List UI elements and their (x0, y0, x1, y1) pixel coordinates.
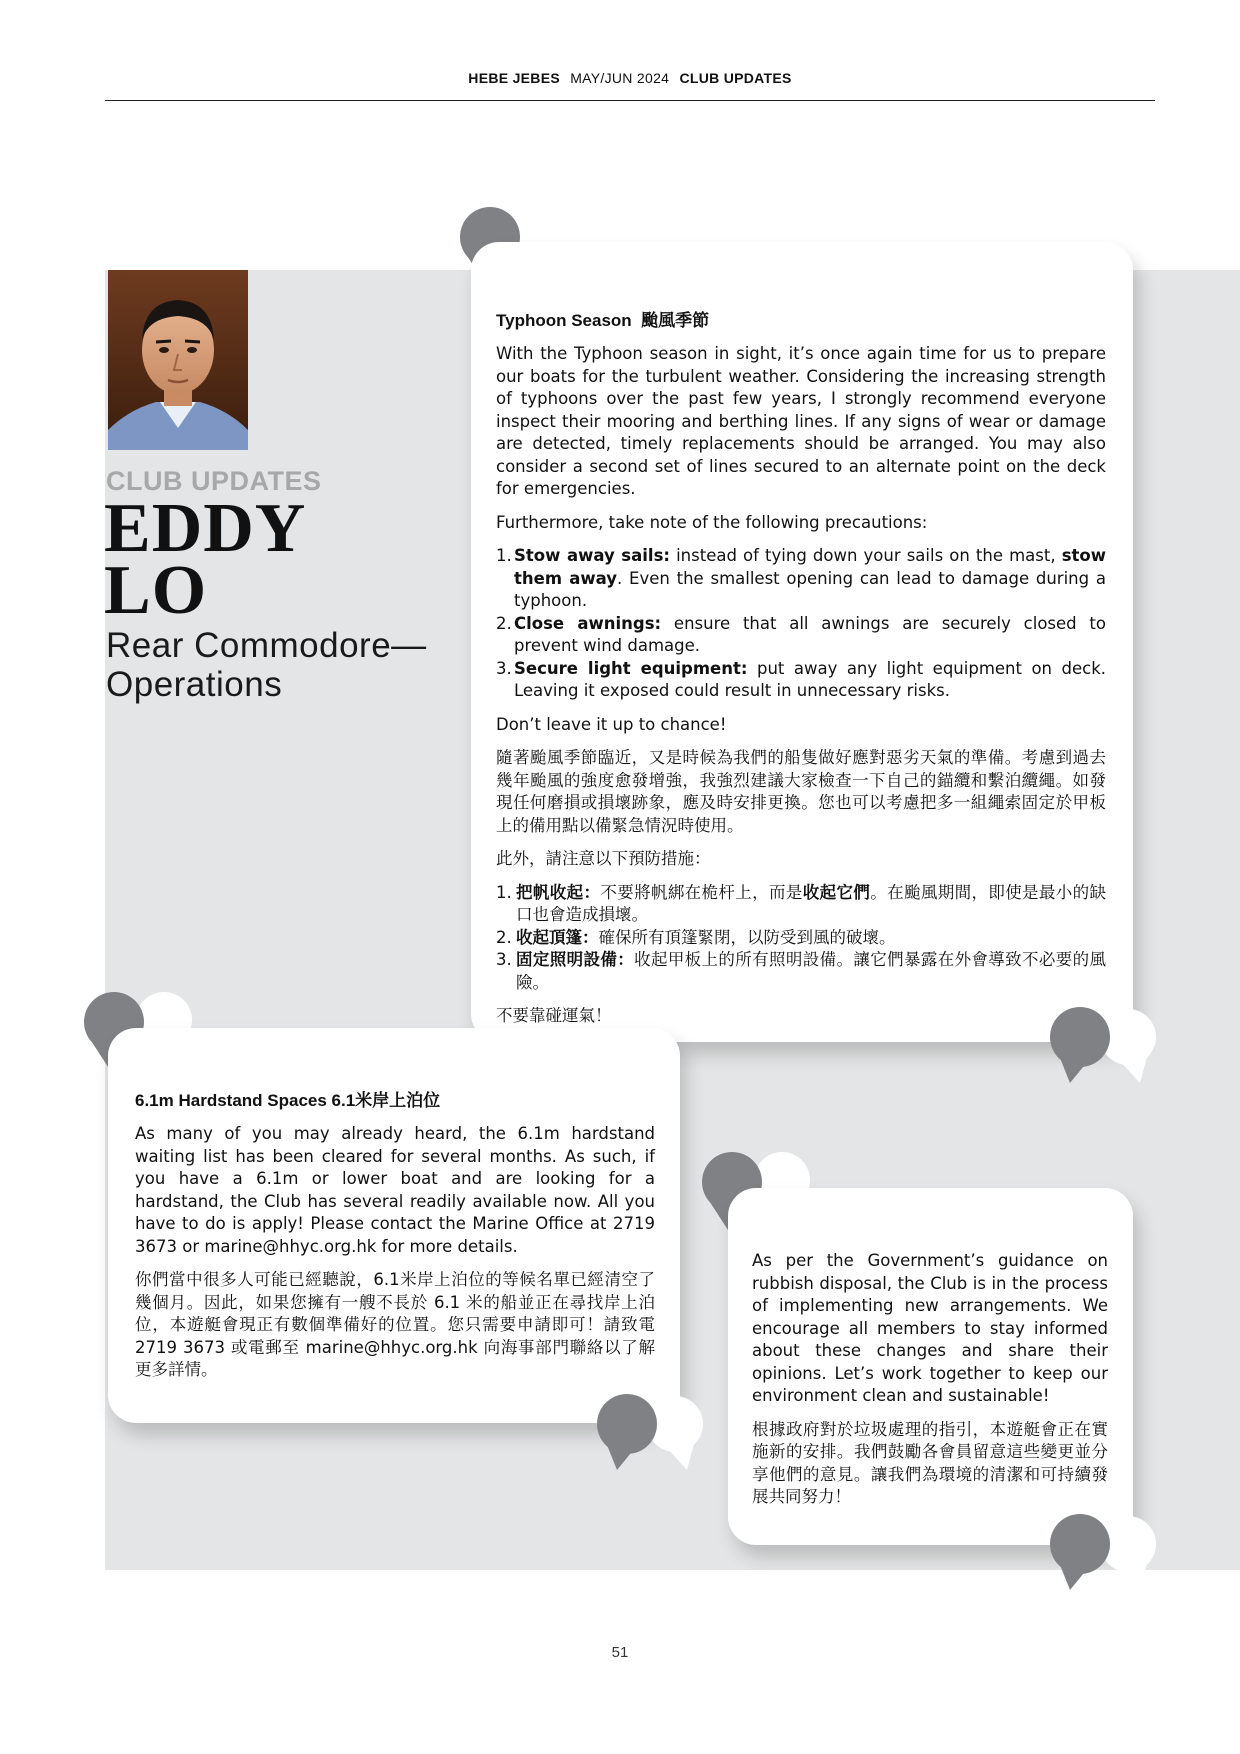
quote-icon (1048, 1003, 1158, 1083)
quote-icon (1048, 1510, 1158, 1590)
hardstand-paragraph: As many of you may already heard, the 6.1m hardstand waiting list has been cleared for several months. As such, if you have a 6.1m or lower boat and are looking for a hardstand, the Club has several readily available now. All you have to do is apply! Please contact the Marine Office at 2719 3673 or marine@hhyc.org.hk for more details. (135, 1124, 655, 1256)
typhoon-title: Typhoon Season 颱風季節 (496, 311, 710, 330)
list-item: 2. 收起頂篷：確保所有頂篷緊閉，以防受到風的破壞。 (496, 927, 896, 947)
typhoon-closing: Don’t leave it up to chance! (496, 714, 727, 734)
section-label: CLUB UPDATES (106, 466, 322, 496)
typhoon-zh-closing: 不要靠碰運氣！ (496, 1006, 612, 1025)
running-header (105, 70, 1155, 101)
hardstand-card (108, 1028, 680, 1423)
list-item: 1. 把帆收起：不要將帆綁在桅杆上，而是收起它們。在颱風期間，即使是最小的缺口也會造成損壞。 (496, 882, 1107, 924)
hardstand-zh-paragraph: 你們當中很多人可能已經聽說，6.1米岸上泊位的等候名單已經清空了幾個月。因此，如果您擁有一艘不長於 6.1 米的船並正在尋找岸上泊位，本遊艇會現正有數個準備好的位置。您只需要申請即可！請致電 2719 3673 或電郵至 marine@hhyc.org.hk 向海事部門聯絡以了解更多詳情。 (135, 1270, 655, 1379)
precautions-list (496, 545, 1106, 703)
list-item: 3. 固定照明設備：收起甲板上的所有照明設備。讓它們暴露在外會導致不必要的風險。 (496, 950, 1107, 992)
name-first: EDDY (104, 490, 307, 567)
role-line-1: Rear Commodore— (106, 626, 427, 665)
page-number: 51 (611, 1644, 629, 1661)
rubbish-card (728, 1188, 1133, 1545)
rubbish-paragraph: As per the Government’s guidance on rubbish disposal, the Club is in the process of implementing new arrangements. We encourage all members to stay informed about these changes and share their opinions. Let’s work together to keep our environment clean and sustainable! (752, 1251, 1108, 1405)
precautions-list-zh (496, 882, 1106, 995)
name-last: LO (104, 552, 208, 629)
typhoon-paragraph-1: With the Typhoon season in sight, it’s once again time for us to prepare our boats for the turbulent weather. Considering the increasing strength of typhoons over the past few years, I strongly recommend everyone inspect their mooring and berthing lines. If any signs of wear or damage are detected, timely replacements should be arranged. You may also consider a second set of lines secured to an alternate point on the deck for emergencies. (496, 344, 1106, 498)
role-line-2: Operations (106, 665, 283, 704)
rubbish-zh-paragraph: 根據政府對於垃圾處理的指引，本遊艇會正在實施新的安排。我們鼓勵各會員留意這些變更並分享他們的意見。讓我們為環境的清潔和可持續發展共同努力！ (752, 1419, 1108, 1506)
person-role (106, 626, 427, 704)
list-item: 1. Stow away sails: instead of tying down your sails on the mast, stow them away. Even the smallest opening can lead to damage during a typhoon. (496, 546, 1106, 610)
typhoon-card (471, 242, 1133, 1042)
quote-icon (595, 1390, 705, 1470)
hardstand-title: 6.1m Hardstand Spaces 6.1米岸上泊位 (135, 1091, 441, 1110)
section-name: CLUB UPDATES (679, 70, 792, 86)
portrait-photo (108, 270, 248, 450)
typhoon-zh-paragraph-2: 此外，請注意以下預防措施： (496, 849, 711, 868)
magazine-name: HEBE JEBES (468, 70, 560, 86)
typhoon-zh-paragraph-1: 隨著颱風季節臨近，又是時候為我們的船隻做好應對惡劣天氣的準備。考慮到過去幾年颱風的強度愈發增強，我強烈建議大家檢查一下自己的錨纜和繫泊纜繩。如發現任何磨損或損壞跡象，應及時安排更換。您也可以考慮把多一組繩索固定於甲板上的備用點以備緊急情況時使用。 (496, 748, 1106, 835)
list-item: 2. Close awnings: ensure that all awnings are securely closed to prevent wind damage. (496, 613, 1106, 655)
person-name (104, 490, 307, 629)
list-item: 3. Secure light equipment: put away any light equipment on deck. Leaving it exposed could result in unnecessary risks. (496, 658, 1106, 700)
typhoon-paragraph-2: Furthermore, take note of the following precautions: (496, 512, 928, 532)
issue-date: MAY/JUN 2024 (570, 70, 670, 86)
